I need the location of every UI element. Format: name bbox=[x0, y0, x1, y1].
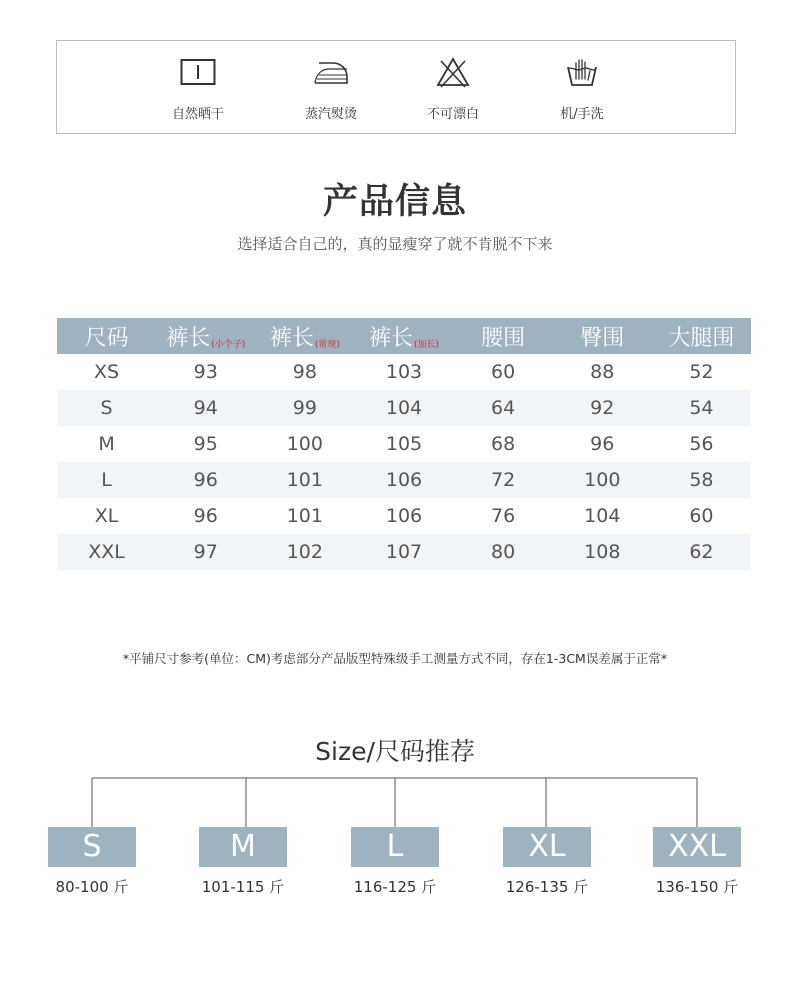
table-cell: 68 bbox=[491, 433, 516, 455]
weight-range: 101-115 斤 bbox=[201, 878, 285, 896]
table-cell: 96 bbox=[193, 505, 218, 527]
table-cell: 56 bbox=[689, 433, 714, 455]
header-length-petite: 裤长(小个子) bbox=[156, 318, 255, 354]
weight-range: 126-135 斤 bbox=[505, 878, 589, 896]
table-cell: 100 bbox=[286, 433, 323, 455]
table-cell: XXL bbox=[57, 534, 156, 570]
table-cell: 92 bbox=[553, 390, 652, 426]
table-cell: 94 bbox=[156, 390, 255, 426]
table-cell: 60 bbox=[689, 505, 714, 527]
table-cell: 95 bbox=[193, 433, 218, 455]
measurement-note: *平铺尺寸参考(单位：CM)考虑部分产品版型特殊级手工测量方式不同，存在1-3CM误差属于正常* bbox=[122, 651, 668, 666]
table-cell: 72 bbox=[454, 462, 553, 498]
table-cell: 98 bbox=[292, 361, 317, 383]
size-box-l: L bbox=[351, 827, 439, 867]
table-cell: 106 bbox=[354, 462, 453, 498]
header-hip: 臀围 bbox=[553, 318, 652, 354]
page-title: 产品信息 bbox=[322, 182, 467, 222]
care-label: 自然晒干 bbox=[171, 107, 224, 122]
size-box-xl: XL bbox=[503, 827, 591, 867]
header-note: (小个子) bbox=[211, 339, 246, 350]
table-cell: 96 bbox=[590, 433, 615, 455]
header-waist: 腰围 bbox=[454, 318, 553, 354]
table-cell: 101 bbox=[286, 505, 323, 527]
care-label: 不可漂白 bbox=[426, 107, 479, 122]
table-cell: XL bbox=[94, 505, 119, 527]
weight-range: 136-150 斤 bbox=[655, 878, 739, 896]
header-length-regular: 裤长(常规) bbox=[255, 318, 354, 354]
table-cell: 76 bbox=[491, 505, 516, 527]
table-cell: XS bbox=[94, 361, 120, 383]
table-cell: M bbox=[98, 433, 115, 455]
recommend-title: Size/尺码推荐 bbox=[315, 737, 475, 766]
table-cell: 106 bbox=[385, 505, 423, 527]
table-cell: 62 bbox=[652, 534, 751, 570]
size-box-s: S bbox=[48, 827, 136, 867]
table-cell: 104 bbox=[584, 505, 621, 527]
table-cell: 102 bbox=[255, 534, 354, 570]
weight-range: 80-100 斤 bbox=[55, 878, 129, 896]
table-cell: 101 bbox=[255, 462, 354, 498]
table-cell: 104 bbox=[354, 390, 453, 426]
size-box-m: M bbox=[199, 827, 287, 867]
weight-range: 116-125 斤 bbox=[353, 878, 437, 896]
page-subtitle: 选择适合自己的，真的显瘦穿了就不肯脱不下来 bbox=[237, 235, 553, 253]
table-cell: 58 bbox=[652, 462, 751, 498]
table-cell: 107 bbox=[354, 534, 453, 570]
header-note: (加长) bbox=[413, 339, 440, 350]
care-label: 机/手洗 bbox=[560, 107, 604, 122]
table-cell: 100 bbox=[553, 462, 652, 498]
table-cell: 64 bbox=[454, 390, 553, 426]
table-cell: 103 bbox=[385, 361, 423, 383]
table-cell: 96 bbox=[156, 462, 255, 498]
header-note: (常规) bbox=[314, 339, 340, 350]
size-box-xxl: XXL bbox=[653, 827, 741, 867]
table-cell: 52 bbox=[689, 361, 714, 383]
table-cell: S bbox=[57, 390, 156, 426]
care-label: 蒸汽熨烫 bbox=[304, 107, 357, 122]
table-cell: 60 bbox=[491, 361, 516, 383]
table-cell: 88 bbox=[590, 361, 615, 383]
table-cell: L bbox=[57, 462, 156, 498]
table-cell: 93 bbox=[193, 361, 218, 383]
table-cell: 108 bbox=[553, 534, 652, 570]
table-cell: 105 bbox=[385, 433, 423, 455]
table-cell: 80 bbox=[454, 534, 553, 570]
header-thigh: 大腿围 bbox=[652, 318, 751, 354]
header-size: 尺码 bbox=[57, 318, 156, 354]
table-cell: 99 bbox=[255, 390, 354, 426]
table-cell: 54 bbox=[652, 390, 751, 426]
header-length-long: 裤长(加长) bbox=[354, 318, 453, 354]
table-cell: 97 bbox=[156, 534, 255, 570]
